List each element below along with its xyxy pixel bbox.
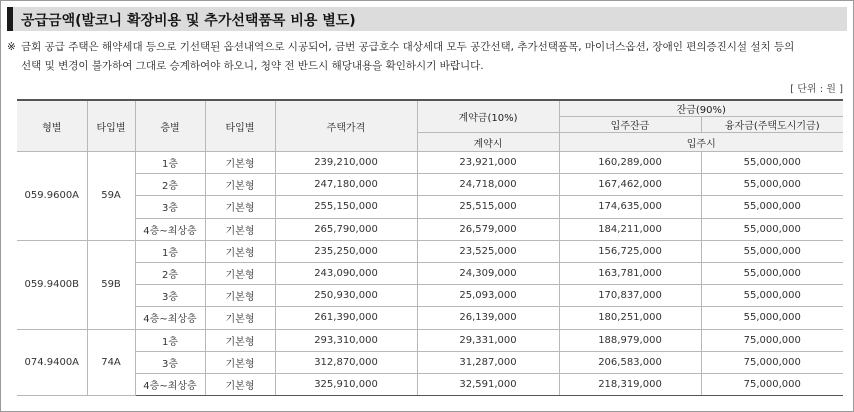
header-deposit: 계약금(10%): [417, 100, 559, 133]
cell-balance-loan: 75,000,000: [701, 351, 843, 373]
table-row: [17, 262, 843, 284]
table-row: [17, 196, 843, 218]
cell-floor: 4층~최상층: [135, 373, 205, 395]
cell-model: 059.9600A: [17, 152, 87, 241]
cell-price: 247,180,000: [275, 174, 417, 196]
table-row: [17, 351, 843, 373]
cell-floor: 3층: [135, 285, 205, 307]
cell-balance-move: 163,781,000: [559, 262, 701, 284]
cell-balance-move: 184,211,000: [559, 218, 701, 240]
title-marker-icon: [7, 7, 13, 31]
cell-deposit: 23,525,000: [417, 240, 559, 262]
supply-price-table: [17, 99, 843, 396]
cell-deposit: 29,331,000: [417, 329, 559, 351]
cell-floor: 1층: [135, 152, 205, 174]
header-model: 형별: [17, 100, 87, 152]
cell-deposit: 31,287,000: [417, 351, 559, 373]
table-row: [17, 174, 843, 196]
cell-deposit: 24,718,000: [417, 174, 559, 196]
cell-type-kind: 기본형: [205, 174, 275, 196]
cell-model: 059.9400B: [17, 240, 87, 329]
cell-balance-move: 160,289,000: [559, 152, 701, 174]
cell-type-kind: 기본형: [205, 240, 275, 262]
cell-price: 293,310,000: [275, 329, 417, 351]
table-row: [17, 240, 843, 262]
table-row: [17, 307, 843, 329]
cell-balance-loan: 55,000,000: [701, 307, 843, 329]
cell-balance-loan: 55,000,000: [701, 152, 843, 174]
cell-balance-loan: 55,000,000: [701, 240, 843, 262]
cell-floor: 4층~최상층: [135, 218, 205, 240]
cell-model: 074.9400A: [17, 329, 87, 396]
cell-type-kind: 기본형: [205, 285, 275, 307]
cell-balance-move: 174,635,000: [559, 196, 701, 218]
cell-price: 255,150,000: [275, 196, 417, 218]
cell-balance-loan: 55,000,000: [701, 196, 843, 218]
cell-balance-loan: 75,000,000: [701, 329, 843, 351]
cell-type-kind: 기본형: [205, 262, 275, 284]
cell-balance-loan: 55,000,000: [701, 285, 843, 307]
cell-type-kind: 기본형: [205, 329, 275, 351]
cell-price: 235,250,000: [275, 240, 417, 262]
cell-deposit: 24,309,000: [417, 262, 559, 284]
cell-balance-loan: 75,000,000: [701, 373, 843, 395]
cell-type-kind: 기본형: [205, 152, 275, 174]
reference-mark-icon: ※: [7, 41, 16, 53]
cell-deposit: 25,093,000: [417, 285, 559, 307]
cell-price: 312,870,000: [275, 351, 417, 373]
header-balance-move: 입주잔금: [559, 117, 701, 133]
header-floor: 층별: [135, 100, 205, 152]
cell-balance-move: 167,462,000: [559, 174, 701, 196]
table-body: [17, 152, 843, 396]
header-price: 주택가격: [275, 100, 417, 152]
cell-type-kind: 기본형: [205, 196, 275, 218]
cell-type: 59B: [87, 240, 135, 329]
header-balance-loan: 융자금(주택도시기금): [701, 117, 843, 133]
notice-line-2: 선택 및 변경이 불가하여 그대로 승계하여야 하오니, 청약 전 반드시 해당내용을 확인하시기 바랍니다.: [21, 60, 484, 72]
cell-balance-loan: 55,000,000: [701, 218, 843, 240]
cell-floor: 3층: [135, 196, 205, 218]
cell-price: 261,390,000: [275, 307, 417, 329]
cell-type-kind: 기본형: [205, 218, 275, 240]
cell-floor: 3층: [135, 351, 205, 373]
cell-floor: 4층~최상층: [135, 307, 205, 329]
header-type: 타입별: [87, 100, 135, 152]
cell-balance-loan: 55,000,000: [701, 262, 843, 284]
cell-balance-move: 180,251,000: [559, 307, 701, 329]
cell-type: 59A: [87, 152, 135, 241]
table-row: [17, 373, 843, 395]
cell-floor: 1층: [135, 240, 205, 262]
cell-balance-move: 206,583,000: [559, 351, 701, 373]
cell-type-kind: 기본형: [205, 351, 275, 373]
cell-price: 243,090,000: [275, 262, 417, 284]
notice-text: [7, 38, 849, 76]
cell-floor: 2층: [135, 174, 205, 196]
header-balance: 잔금(90%): [559, 100, 843, 117]
table-row: [17, 152, 843, 174]
header-balance-timing: 입주시: [559, 133, 843, 152]
cell-floor: 2층: [135, 262, 205, 284]
table-row: [17, 218, 843, 240]
section-title-bar: [7, 7, 847, 31]
cell-price: 325,910,000: [275, 373, 417, 395]
cell-balance-move: 156,725,000: [559, 240, 701, 262]
cell-balance-move: 170,837,000: [559, 285, 701, 307]
notice-line-1: ※ 금회 공급 주택은 해약세대 등으로 기선택된 옵션내역으로 시공되어, 금번 공급호수 대상세대 모두 공간선택, 추가선택품목, 마이너스옵션, 장애인 편의증진시설 설치 등의: [7, 38, 849, 57]
cell-balance-loan: 55,000,000: [701, 174, 843, 196]
header-deposit-timing: 계약시: [417, 133, 559, 152]
cell-type: 74A: [87, 329, 135, 396]
cell-type-kind: 기본형: [205, 373, 275, 395]
cell-balance-move: 218,319,000: [559, 373, 701, 395]
cell-floor: 1층: [135, 329, 205, 351]
table-row: [17, 285, 843, 307]
cell-deposit: 23,921,000: [417, 152, 559, 174]
table-row: [17, 329, 843, 351]
unit-label: [ 단위 : 원 ]: [790, 84, 843, 95]
cell-balance-move: 188,979,000: [559, 329, 701, 351]
header-type-kind: 타입별: [205, 100, 275, 152]
cell-deposit: 32,591,000: [417, 373, 559, 395]
cell-deposit: 25,515,000: [417, 196, 559, 218]
cell-price: 239,210,000: [275, 152, 417, 174]
cell-deposit: 26,579,000: [417, 218, 559, 240]
cell-price: 250,930,000: [275, 285, 417, 307]
cell-type-kind: 기본형: [205, 307, 275, 329]
cell-deposit: 26,139,000: [417, 307, 559, 329]
cell-price: 265,790,000: [275, 218, 417, 240]
section-title: 공급금액(발코니 확장비용 및 추가선택품목 비용 별도): [21, 13, 356, 29]
